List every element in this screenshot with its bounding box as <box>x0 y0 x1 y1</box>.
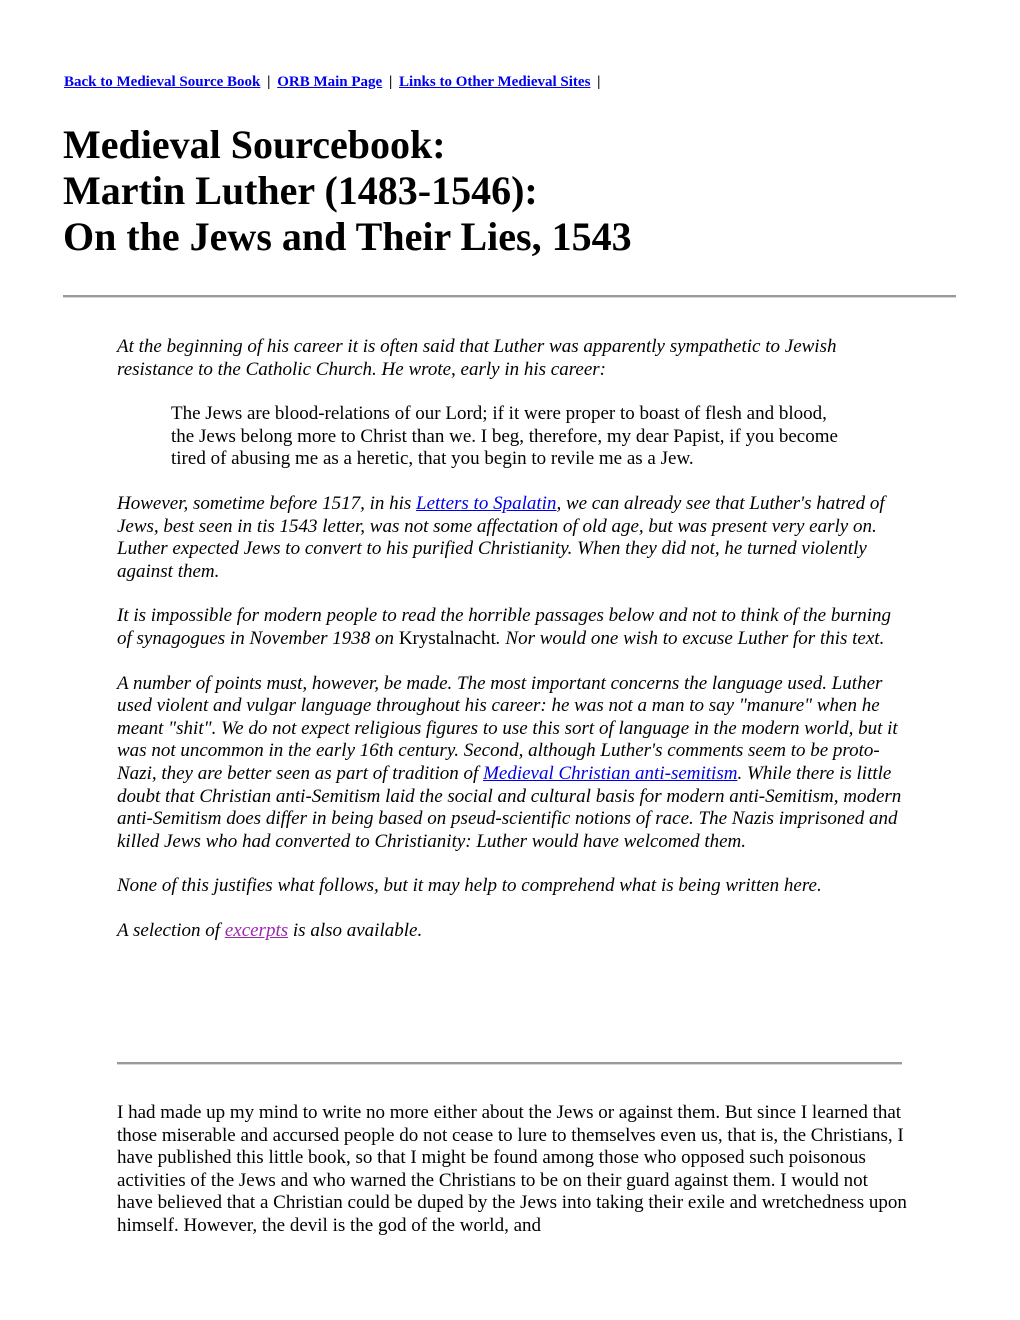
intro-paragraph-6 <box>117 920 907 943</box>
introduction <box>117 336 907 964</box>
text-span: It is impossible for modern people to read the horrible passages below and not to think of the burning of synagogues in November 1938 on <box>117 605 892 649</box>
medieval-anti-semitism-link[interactable]: Medieval Christian anti-semitism <box>483 762 738 784</box>
nav-separator: | <box>267 74 271 90</box>
text-span: . While there is little doubt that Christian anti-Semitism laid the social and cultural basis for modern anti-Semitism, modern anti-Semitism does differ in being based on pseud-scientific notions of race. The Nazis imprisoned and killed Jews who had converted to Christianity: Luther would have welcomed them. <box>117 762 902 852</box>
back-to-sourcebook-link[interactable]: Back to Medieval Source Book <box>64 74 261 90</box>
nav-separator: | <box>388 74 393 90</box>
text-span: . Nor would one wish to excuse Luther for this text. <box>495 627 885 649</box>
title-line-1: Medieval Sourcebook: <box>63 122 446 167</box>
main-text-paragraph: I had made up my mind to write no more either about the Jews or against them. But since I learned that those miserable and accursed people do not cease to lure to themselves even us, that is, the Christians, I have published this little book, so that I might be found among those who opposed such poisonous activities of the Jews and who warned the Christians to be on their guard against them. I would not have believed that a Christian could be duped by the Jews into taking their exile and wretchedness upon himself. However, the devil is the god of the world, and <box>117 1102 907 1236</box>
text-span: , we can already see that Luther's hatred of Jews, best seen in tis 1543 letter, was not some affectation of old age, but was present very early on. Luther expected Jews to convert to his purified Christianity. When they did not, he turned violently against them. <box>117 492 885 582</box>
text-span: A selection of <box>117 919 225 941</box>
intro-paragraph-2 <box>117 493 907 583</box>
text-span: A number of points must, however, be made. The most important concerns the language used. Luther used violent and vulgar language throughout his career: he was not a man to say "manure" when he meant "shit". We do not expect religious figures to use this sort of language in the modern world, but it was not uncommon in the early 16th century. Second, although Luther's comments seem to be proto-Nazi, they are better seen as part of tradition of <box>117 672 898 784</box>
horizontal-rule-top <box>63 295 956 298</box>
horizontal-rule-middle <box>117 1062 902 1065</box>
intro-paragraph-4 <box>117 673 907 854</box>
letters-to-spalatin-link[interactable]: Letters to Spalatin <box>416 492 557 514</box>
text-span: is also available. <box>288 919 423 941</box>
luther-quote: The Jews are blood-relations of our Lord; if it were proper to boast of flesh and blood, the Jews belong more to Christ than we. I beg, therefore, my dear Papist, if you become tired of abusing me as a heretic, that you begin to revile me as a Jew. <box>171 403 838 470</box>
title-line-2: Martin Luther (1483-1546): <box>63 168 538 213</box>
title-line-3: On the Jews and Their Lies, 1543 <box>63 214 632 259</box>
nav-separator: | <box>597 74 601 90</box>
page-title <box>63 122 632 260</box>
other-medieval-sites-link[interactable]: Links to Other Medieval Sites <box>399 74 591 90</box>
top-navigation <box>64 74 603 91</box>
intro-paragraph-5: None of this justifies what follows, but it may help to comprehend what is being written here. <box>117 875 822 897</box>
krystalnacht-term: Krystalnacht <box>398 627 496 649</box>
excerpts-link[interactable]: excerpts <box>224 919 289 941</box>
intro-paragraph-3 <box>117 605 907 650</box>
text-span: However, sometime before 1517, in his <box>117 492 417 514</box>
intro-paragraph-1: At the beginning of his career it is often said that Luther was apparently sympathetic to Jewish resistance to the Catholic Church. He wrote, early in his career: <box>117 336 837 380</box>
orb-main-page-link[interactable]: ORB Main Page <box>277 74 383 90</box>
